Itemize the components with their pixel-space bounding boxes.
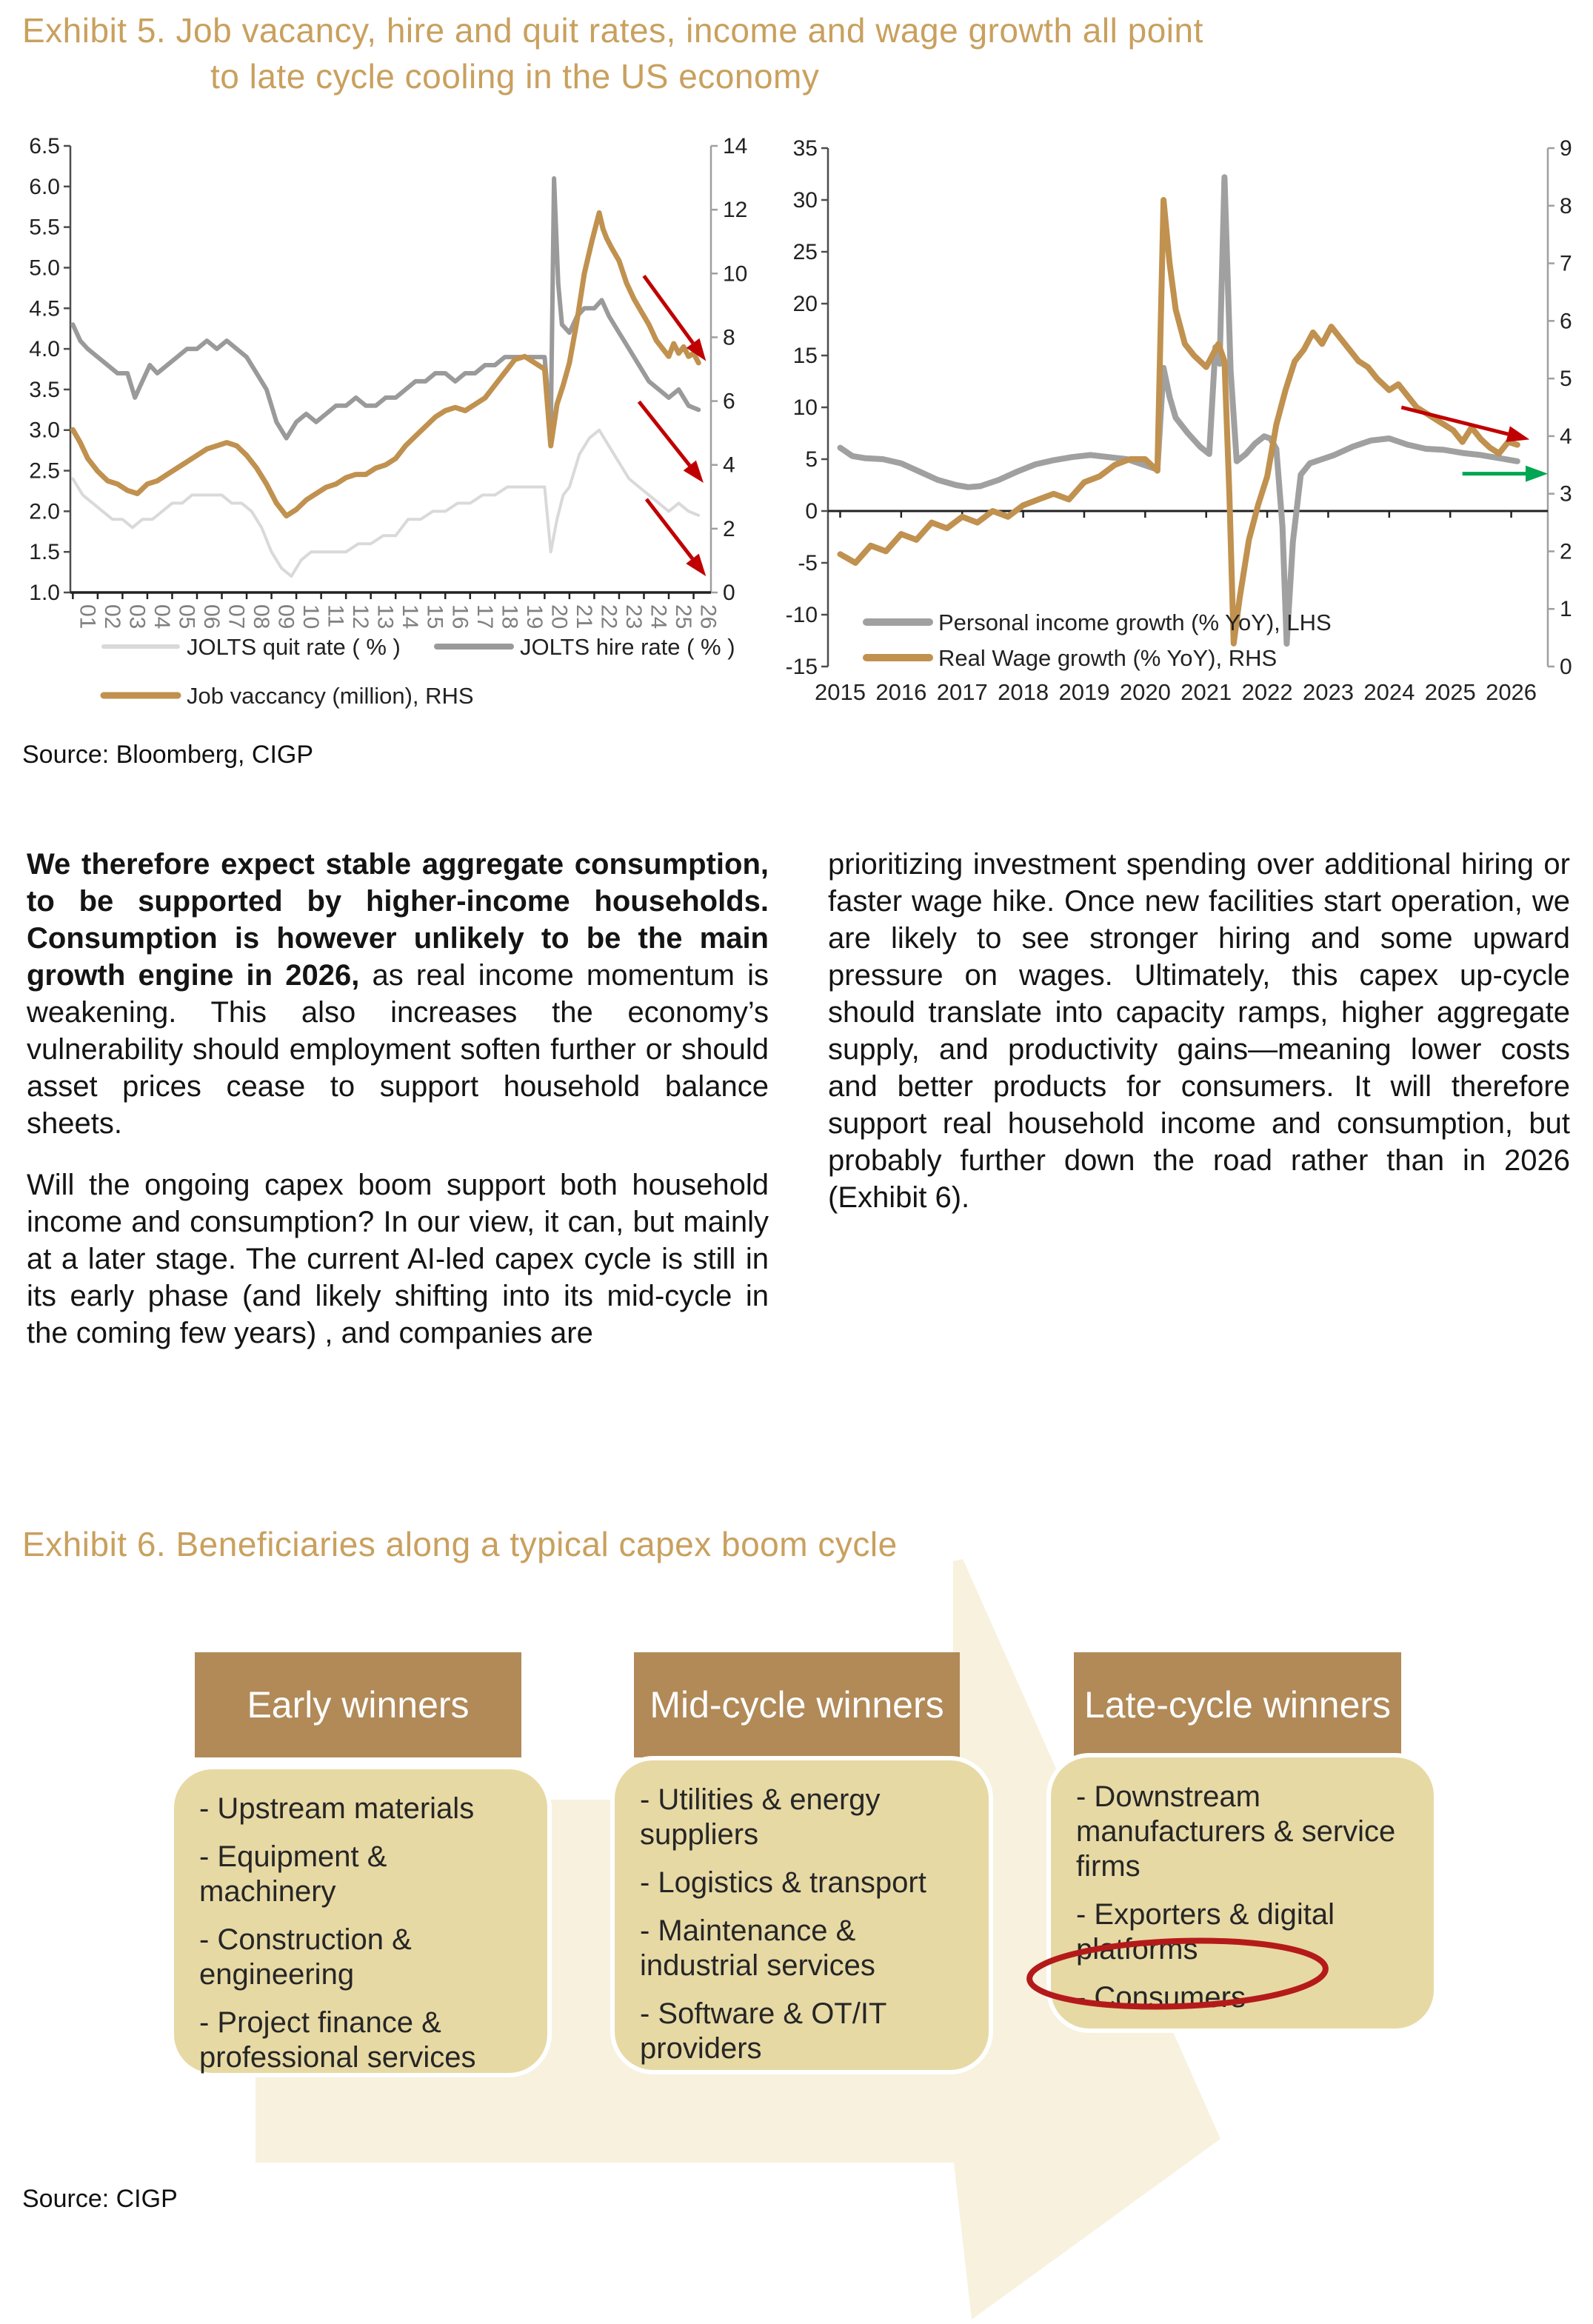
x-tick-label: 08 <box>249 604 274 630</box>
x-tick-label: 25 <box>671 604 696 630</box>
svg-text:12: 12 <box>723 198 748 223</box>
x-tick-label: 01 <box>75 604 100 630</box>
svg-text:5: 5 <box>1560 367 1572 392</box>
paragraph-1-rest: as real income momentum is weakening. This also increases the economy’s vulnerability should employment soften further or should asset prices cease to support household balance sheets. <box>27 959 769 1140</box>
svg-text:4.0: 4.0 <box>29 337 60 362</box>
svg-text:4: 4 <box>723 453 735 478</box>
svg-text:2.5: 2.5 <box>29 458 60 484</box>
svg-text:20: 20 <box>792 292 818 316</box>
x-tick-label: 2015 <box>814 679 866 705</box>
winners-box-2 <box>610 1756 993 2074</box>
x-tick-label: 13 <box>373 604 398 630</box>
x-tick-label: 07 <box>224 604 249 630</box>
winners-item: - Consumers <box>1076 1981 1246 2014</box>
x-tick-label: 2017 <box>936 679 988 705</box>
svg-text:3: 3 <box>1560 481 1572 507</box>
x-tick-label: 05 <box>174 604 199 630</box>
x-tick-label: 12 <box>348 604 373 630</box>
svg-text:30: 30 <box>792 188 818 213</box>
svg-text:2: 2 <box>723 516 735 541</box>
winners-item: - Maintenance & industrial services <box>640 1914 875 1982</box>
x-tick-label: 2026 <box>1486 679 1537 705</box>
x-tick-label: 26 <box>695 604 721 630</box>
winners-header-1: Early winners <box>195 1652 521 1757</box>
x-tick-label: 2021 <box>1180 679 1232 705</box>
x-tick-label: 19 <box>521 604 547 630</box>
svg-text:2.0: 2.0 <box>29 499 60 524</box>
svg-text:1: 1 <box>1560 597 1572 622</box>
svg-text:5.5: 5.5 <box>29 215 60 240</box>
svg-text:35: 35 <box>792 137 818 161</box>
x-tick-label: 2023 <box>1302 679 1354 705</box>
svg-text:25: 25 <box>792 240 818 264</box>
svg-text:3.5: 3.5 <box>29 377 60 402</box>
svg-text:2: 2 <box>1560 539 1572 564</box>
legend-label: Real Wage growth (% YoY), RHS <box>938 645 1278 671</box>
svg-text:4: 4 <box>1560 424 1572 449</box>
paragraph-2: Will the ongoing capex boom support both household income and consumption? In our view, it can, but mainly at a later stage. The current AI-led capex cycle is still in its early phase (and likely shifting into its mid-cycle in the coming few years) , and companies are <box>27 1169 769 1349</box>
svg-text:5: 5 <box>805 447 818 472</box>
svg-text:9: 9 <box>1560 137 1572 161</box>
exhibit5-source: Source: Bloomberg, CIGP <box>22 741 314 769</box>
winners-box-3 <box>1046 1753 1438 2033</box>
legend-label: JOLTS hire rate ( % ) <box>520 634 735 660</box>
winners-item: - Logistics & transport <box>640 1866 926 1899</box>
svg-text:3.0: 3.0 <box>29 418 60 443</box>
x-tick-label: 15 <box>422 604 447 630</box>
svg-text:6: 6 <box>723 389 735 414</box>
x-tick-label: 16 <box>447 604 472 630</box>
exhibit5-title-line2: to late cycle cooling in the US economy <box>210 57 820 96</box>
x-tick-label: 06 <box>198 604 224 630</box>
legend-label: Job vaccancy (million), RHS <box>187 683 474 709</box>
winners-item: - Upstream materials <box>199 1792 475 1825</box>
x-tick-label: 11 <box>323 604 348 628</box>
svg-text:0: 0 <box>805 499 818 524</box>
x-tick-label: 2019 <box>1058 679 1110 705</box>
x-tick-label: 21 <box>571 604 596 630</box>
x-tick-label: 24 <box>646 604 671 630</box>
x-tick-label: 2018 <box>998 679 1049 705</box>
x-tick-label: 22 <box>596 604 621 630</box>
winners-item: - Project finance & professional services <box>199 2006 476 2074</box>
svg-text:6.0: 6.0 <box>29 174 60 199</box>
winners-header-2: Mid-cycle winners <box>634 1652 960 1757</box>
winners-header-3: Late-cycle winners <box>1074 1652 1401 1757</box>
x-tick-label: 03 <box>124 604 150 630</box>
winners-item: - Utilities & energy suppliers <box>640 1783 881 1851</box>
exhibit6-title: Exhibit 6. Beneficiaries along a typical capex boom cycle <box>22 1525 898 1563</box>
x-tick-label: 04 <box>149 604 174 630</box>
svg-text:7: 7 <box>1560 251 1572 276</box>
x-tick-label: 2022 <box>1241 679 1293 705</box>
x-tick-label: 2020 <box>1119 679 1171 705</box>
x-tick-label: 2016 <box>875 679 927 705</box>
x-tick-label: 2025 <box>1424 679 1476 705</box>
winners-item: - Downstream manufacturers & service firms <box>1076 1780 1396 1883</box>
svg-text:-15: -15 <box>785 655 818 679</box>
x-tick-label: 09 <box>273 604 298 630</box>
svg-text:0: 0 <box>1560 655 1572 679</box>
exhibit6-source: Source: CIGP <box>22 2185 178 2213</box>
x-tick-label: 2024 <box>1363 679 1415 705</box>
exhibit5-title-line1: Exhibit 5. Job vacancy, hire and quit rates, income and wage growth all point <box>22 11 1203 50</box>
svg-text:1.0: 1.0 <box>29 581 60 605</box>
winners-box-1 <box>170 1765 552 2077</box>
paragraph-3: prioritizing investment spending over additional hiring or faster wage hike. Once new facilities start operation, we are likely to see stronger hiring and some upward pressure on wages. Ultimately, this capex up-cycle should translate into capacity ramps, higher aggregate supply, and productivity gains—meaning lower costs and better products for consumers. It will therefore support real household income and consumption, but probably further down the road rather than in 2026 (Exhibit 6). <box>828 848 1570 1214</box>
x-tick-label: 10 <box>298 604 324 630</box>
x-tick-label: 23 <box>621 604 646 630</box>
x-tick-label: 14 <box>398 604 423 630</box>
svg-text:15: 15 <box>792 344 818 368</box>
x-tick-label: 18 <box>497 604 522 630</box>
svg-text:10: 10 <box>792 395 818 420</box>
svg-text:10: 10 <box>723 261 748 287</box>
svg-text:-10: -10 <box>785 603 818 627</box>
legend-label: Personal income growth (% YoY), LHS <box>938 610 1332 635</box>
svg-text:8: 8 <box>723 325 735 350</box>
svg-text:8: 8 <box>1560 193 1572 218</box>
svg-text:5.0: 5.0 <box>29 256 60 281</box>
svg-text:0: 0 <box>723 581 735 605</box>
legend-label: JOLTS quit rate ( % ) <box>187 634 401 660</box>
x-tick-label: 20 <box>547 604 572 630</box>
x-tick-label: 02 <box>99 604 124 630</box>
winners-item: - Software & OT/IT providers <box>640 1997 886 2065</box>
x-tick-label: 17 <box>472 604 497 630</box>
svg-text:4.5: 4.5 <box>29 296 60 321</box>
paragraph-1-bold: We therefore expect stable aggregate consumption, to be supported by higher-income households. Consumption is however unlikely to be the main growth engine in 2026, <box>27 848 769 992</box>
svg-text:14: 14 <box>723 137 748 158</box>
svg-text:6: 6 <box>1560 309 1572 334</box>
winners-item: - Construction & engineering <box>199 1923 412 1991</box>
svg-text:6.5: 6.5 <box>29 137 60 158</box>
winners-item: - Exporters & digital platforms <box>1076 1898 1335 1966</box>
svg-text:1.5: 1.5 <box>29 540 60 565</box>
svg-text:-5: -5 <box>798 551 818 575</box>
winners-item: - Equipment & machinery <box>199 1840 387 1908</box>
